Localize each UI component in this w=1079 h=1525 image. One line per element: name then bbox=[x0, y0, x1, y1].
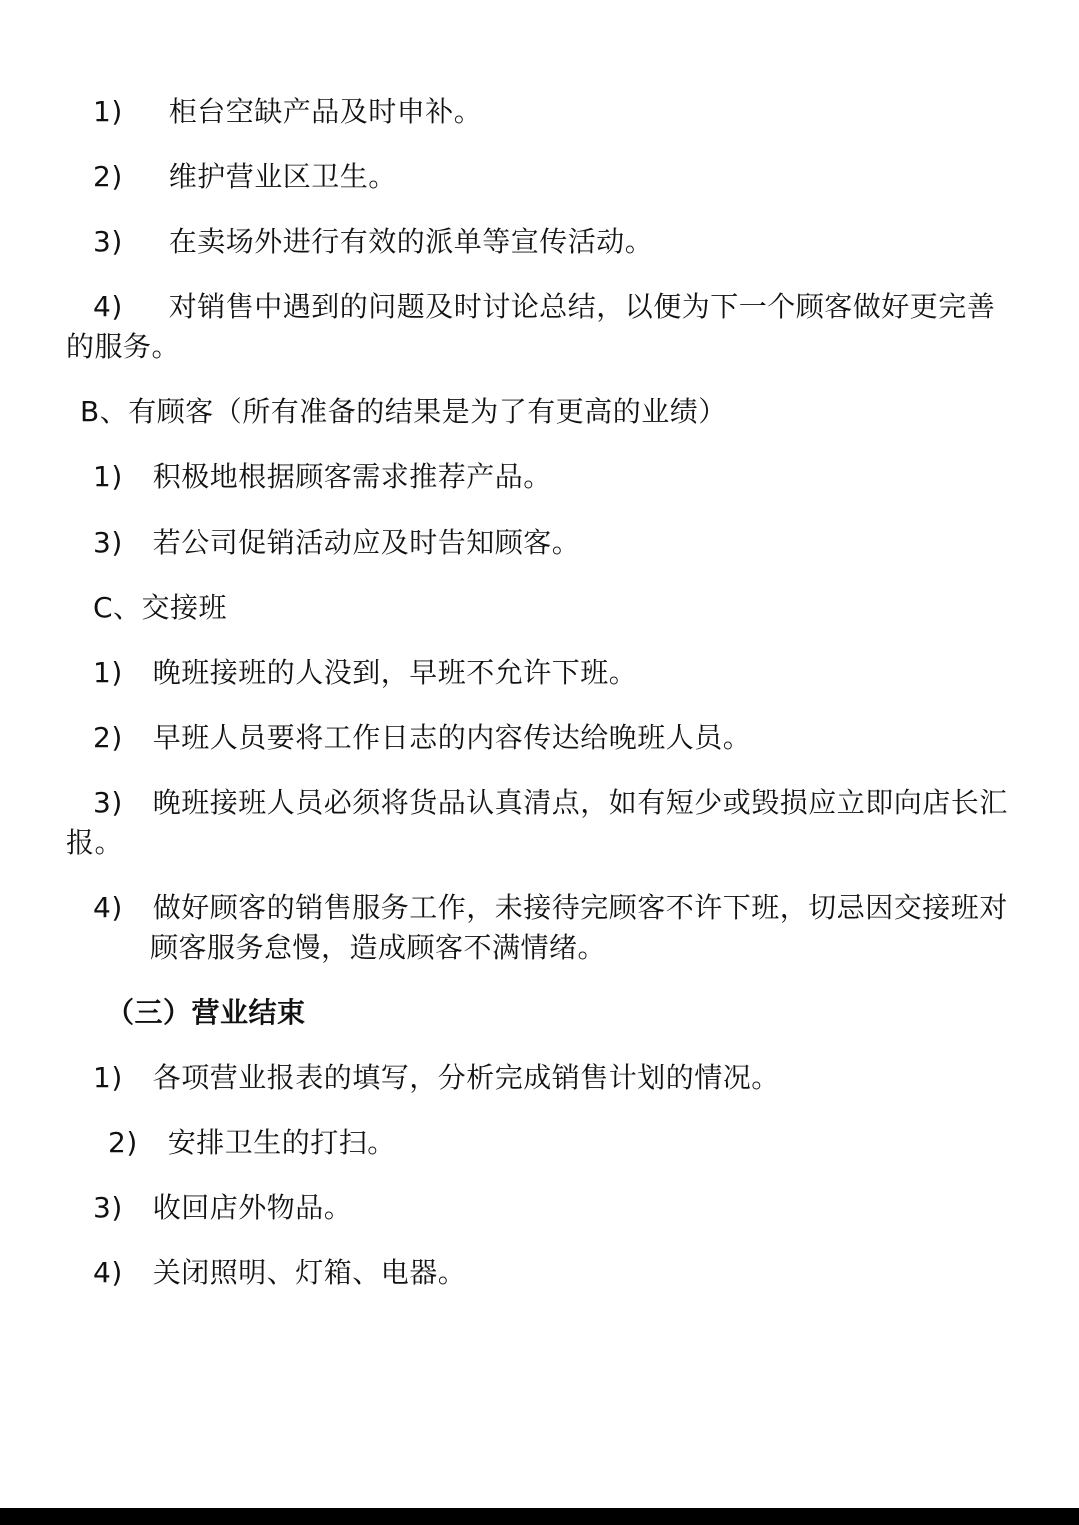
list-item bbox=[93, 653, 637, 693]
item-text: 晚班接班人员必须将货品认真清点，如有短少或毁损应立即向店长汇 bbox=[152, 786, 1008, 819]
section-heading-b: B、有顾客（所有准备的结果是为了有更高的业绩） bbox=[80, 395, 727, 428]
item-number: 2) bbox=[93, 160, 123, 193]
item-text: 对销售中遇到的问题及时讨论总结，以便为下一个顾客做好更完善 bbox=[168, 290, 996, 323]
item-text: 晚班接班的人没到，早班不允许下班。 bbox=[152, 656, 638, 689]
list-item bbox=[93, 1188, 352, 1228]
list-item bbox=[93, 718, 751, 758]
item-text: 维护营业区卫生。 bbox=[168, 160, 397, 193]
item-text: 收回店外物品。 bbox=[152, 1191, 353, 1224]
list-item bbox=[93, 287, 995, 327]
item-text-cont: 报。 bbox=[66, 826, 124, 859]
item-text: 安排卫生的打扫。 bbox=[167, 1126, 396, 1159]
item-number: 1) bbox=[93, 95, 123, 128]
item-text: 做好顾客的销售服务工作，未接待完顾客不许下班，切忌因交接班对 bbox=[152, 891, 1008, 924]
item-number: 2) bbox=[108, 1126, 138, 1159]
list-item-continuation bbox=[66, 823, 123, 863]
item-number: 1) bbox=[93, 460, 123, 493]
item-text-cont: 顾客服务怠慢，造成顾客不满情绪。 bbox=[150, 931, 607, 964]
list-item bbox=[93, 222, 653, 262]
item-text-cont: 的服务。 bbox=[66, 330, 181, 363]
bottom-bar bbox=[0, 1508, 1079, 1525]
item-number: 2) bbox=[93, 721, 123, 754]
item-number: 4) bbox=[93, 891, 123, 924]
list-item-continuation bbox=[150, 928, 606, 968]
item-text: 关闭照明、灯箱、电器。 bbox=[152, 1256, 467, 1289]
list-item bbox=[93, 523, 580, 563]
item-number: 1) bbox=[93, 656, 123, 689]
list-item bbox=[93, 1058, 780, 1098]
item-text: 柜台空缺产品及时申补。 bbox=[168, 95, 483, 128]
item-number: 3) bbox=[93, 526, 123, 559]
item-text: 各项营业报表的填写，分析完成销售计划的情况。 bbox=[152, 1061, 780, 1094]
item-text: 积极地根据顾客需求推荐产品。 bbox=[152, 460, 552, 493]
item-number: 3) bbox=[93, 786, 123, 819]
section-heading-c: C、交接班 bbox=[93, 591, 228, 624]
item-number: 3) bbox=[93, 225, 123, 258]
list-item bbox=[93, 457, 552, 497]
list-item bbox=[93, 783, 1008, 823]
list-item bbox=[93, 92, 482, 132]
list-item bbox=[93, 157, 397, 197]
item-number: 1) bbox=[93, 1061, 123, 1094]
section-heading-closing: （三）营业结束 bbox=[106, 996, 306, 1029]
item-text: 若公司促销活动应及时告知顾客。 bbox=[152, 526, 581, 559]
list-item bbox=[108, 1123, 396, 1163]
item-text: 早班人员要将工作日志的内容传达给晚班人员。 bbox=[152, 721, 752, 754]
item-number: 4) bbox=[93, 290, 123, 323]
item-text: 在卖场外进行有效的派单等宣传活动。 bbox=[168, 225, 654, 258]
item-number: 3) bbox=[93, 1191, 123, 1224]
list-item-continuation bbox=[66, 327, 180, 367]
list-item bbox=[93, 888, 1008, 928]
item-number: 4) bbox=[93, 1256, 123, 1289]
list-item bbox=[93, 1253, 466, 1293]
